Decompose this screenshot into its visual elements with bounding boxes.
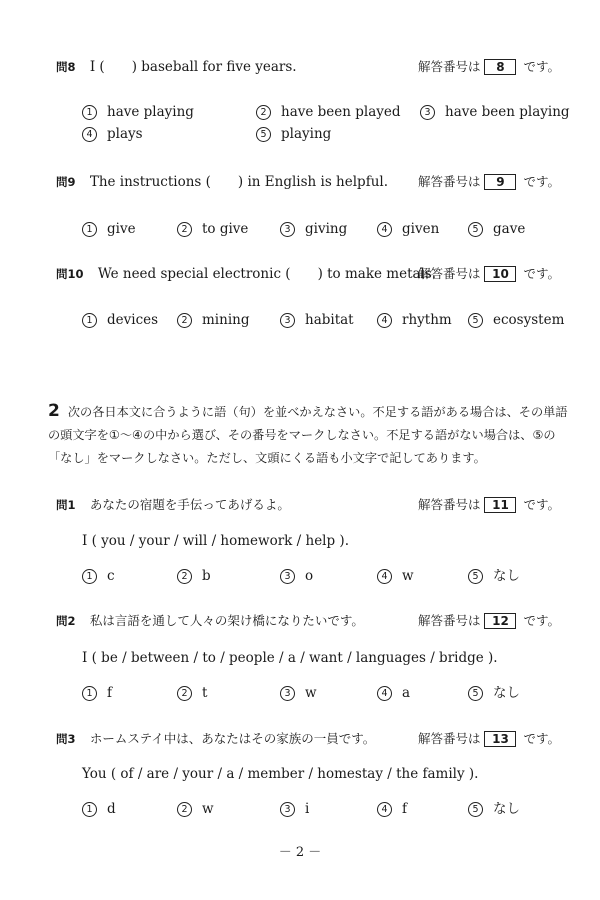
question-8 bbox=[56, 56, 560, 78]
option-1[interactable]: 1 f bbox=[82, 683, 112, 703]
answer-box: 8 bbox=[484, 59, 516, 75]
option-5[interactable]: 5 なし bbox=[468, 799, 520, 819]
answer-box: 9 bbox=[484, 174, 516, 190]
option-3[interactable]: 3 habitat bbox=[280, 310, 354, 330]
scrambled-sentence: I ( you / your / will / homework / help ). bbox=[82, 533, 349, 549]
option-1[interactable]: 1 devices bbox=[82, 310, 158, 330]
japanese-sentence: 私は言語を通して人々の架け橋になりたいです。 bbox=[89, 613, 364, 628]
option-1[interactable]: 1 c bbox=[82, 566, 115, 586]
question-label: 問10 bbox=[56, 267, 84, 281]
question-label: 問9 bbox=[56, 175, 76, 189]
option-2[interactable]: 2 w bbox=[177, 799, 214, 819]
instructions-text: 次の各日本文に合うように語（句）を並べかえなさい。不足する語がある場合は、その単語の頭文字を①～④の中から選び、その番号をマークしなさい。不足する語がない場合は、⑤の「なし」をマークしなさい。ただし、文頭にくる語も小文字で記してあります。 bbox=[48, 405, 568, 465]
answer-box: 13 bbox=[484, 731, 516, 747]
option-4[interactable]: 4 given bbox=[377, 219, 439, 239]
option-3[interactable]: 3 giving bbox=[280, 219, 347, 239]
option-4[interactable]: 4 a bbox=[377, 683, 410, 703]
question-label: 問8 bbox=[56, 60, 76, 74]
option-2[interactable]: 2 b bbox=[177, 566, 211, 586]
scrambled-sentence: I ( be / between / to / people / a / want / languages / bridge ). bbox=[82, 650, 498, 666]
option-3[interactable]: 3 have been playing bbox=[420, 102, 570, 122]
question-text: We need special electronic ( ) to make metals. bbox=[97, 266, 437, 282]
japanese-sentence: あなたの宿題を手伝ってあげるよ。 bbox=[89, 497, 290, 512]
japanese-sentence: ホームステイ中は、あなたはその家族の一員です。 bbox=[89, 731, 376, 746]
question-text: I ( ) baseball for five years. bbox=[89, 59, 297, 75]
option-3[interactable]: 3 o bbox=[280, 566, 313, 586]
question-1 bbox=[56, 494, 560, 516]
answer-number: 解答番号は 13 です。 bbox=[417, 731, 560, 746]
option-4[interactable]: 4 plays bbox=[82, 124, 143, 144]
option-1[interactable]: 1 give bbox=[82, 219, 136, 239]
option-1[interactable]: 1 d bbox=[82, 799, 116, 819]
option-5[interactable]: 5 ecosystem bbox=[468, 310, 564, 330]
answer-number: 解答番号は 8 です。 bbox=[417, 59, 560, 74]
section-2-instructions bbox=[48, 400, 568, 470]
option-3[interactable]: 3 i bbox=[280, 799, 309, 819]
answer-number: 解答番号は 9 です。 bbox=[417, 174, 560, 189]
option-2[interactable]: 2 t bbox=[177, 683, 207, 703]
option-5[interactable]: 5 playing bbox=[256, 124, 331, 144]
option-5[interactable]: 5 なし bbox=[468, 683, 520, 703]
option-1[interactable]: 1 have playing bbox=[82, 102, 194, 122]
question-label: 問2 bbox=[56, 614, 76, 628]
page-number: － 2 － bbox=[278, 845, 322, 860]
question-label: 問1 bbox=[56, 498, 76, 512]
option-2[interactable]: 2 have been played bbox=[256, 102, 401, 122]
question-9 bbox=[56, 171, 560, 193]
answer-number: 解答番号は 10 です。 bbox=[417, 266, 560, 281]
question-text: The instructions ( ) in English is helpful. bbox=[89, 174, 388, 190]
option-2[interactable]: 2 mining bbox=[177, 310, 249, 330]
answer-box: 10 bbox=[484, 266, 516, 282]
scrambled-sentence: You ( of / are / your / a / member / homestay / the family ). bbox=[82, 766, 479, 782]
option-4[interactable]: 4 w bbox=[377, 566, 414, 586]
option-4[interactable]: 4 rhythm bbox=[377, 310, 452, 330]
section-number: 2 bbox=[48, 401, 60, 421]
option-3[interactable]: 3 w bbox=[280, 683, 317, 703]
option-5[interactable]: 5 なし bbox=[468, 566, 520, 586]
answer-box: 12 bbox=[484, 613, 516, 629]
answer-box: 11 bbox=[484, 497, 516, 513]
answer-number: 解答番号は 11 です。 bbox=[417, 497, 560, 512]
option-2[interactable]: 2 to give bbox=[177, 219, 248, 239]
question-10 bbox=[56, 263, 560, 285]
question-2 bbox=[56, 610, 560, 632]
option-4[interactable]: 4 f bbox=[377, 799, 407, 819]
question-3 bbox=[56, 728, 560, 750]
answer-number: 解答番号は 12 です。 bbox=[417, 613, 560, 628]
option-5[interactable]: 5 gave bbox=[468, 219, 525, 239]
question-label: 問3 bbox=[56, 732, 76, 746]
